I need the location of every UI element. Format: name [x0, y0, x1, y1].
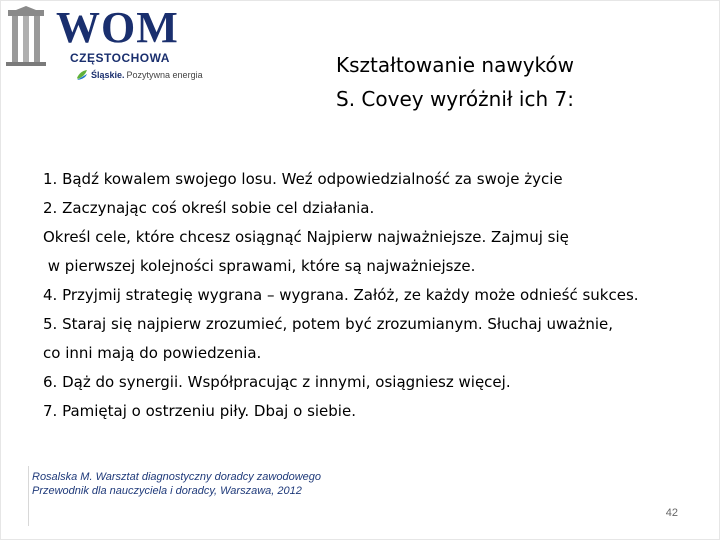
logo-tagline-text: Pozytywna energia	[126, 70, 203, 80]
list-item: w pierwszej kolejności sprawami, które są najważniejsze.	[43, 257, 476, 275]
citation-line-1: Rosalska M. Warsztat diagnostyczny doradcy zawodowego	[32, 471, 321, 483]
list-item: 1. Bądź kowalem swojego losu. Weź odpowiedzialność za swoje życie	[43, 170, 563, 188]
tower-icon	[2, 6, 50, 68]
slaskie-leaf-icon	[76, 69, 88, 81]
citation	[32, 470, 321, 498]
list-item: 7. Pamiętaj o ostrzeniu piły. Dbaj o siebie.	[43, 402, 356, 420]
slide-title	[290, 48, 620, 116]
list-item: Określ cele, które chcesz osiągnąć Najpierw najważniejsze. Zajmuj się	[43, 228, 569, 246]
list-item: co inni mają do powiedzenia.	[43, 344, 262, 362]
logo-city: CZĘSTOCHOWA	[70, 51, 170, 65]
logo	[2, 4, 202, 84]
page-number: 42	[665, 507, 678, 519]
list-item: 2. Zaczynając coś określ sobie cel działania.	[43, 199, 375, 217]
list-item: 5. Staraj się najpierw zrozumieć, potem być zrozumianym. Słuchaj uważnie,	[43, 315, 614, 333]
slide-title-line-1: Kształtowanie nawyków	[336, 53, 574, 77]
slide-title-line-2: S. Covey wyróżnił ich 7:	[336, 87, 574, 111]
logo-wordmark: WOM	[56, 3, 179, 52]
habits-list	[43, 165, 703, 426]
list-item: 4. Przyjmij strategię wygrana – wygrana. Załóż, ze każdy może odnieść sukces.	[43, 286, 639, 304]
logo-tagline	[76, 68, 203, 82]
list-item: 6. Dąż do synergii. Współpracując z innymi, osiągniesz więcej.	[43, 373, 511, 391]
citation-line-2: Przewodnik dla nauczyciela i doradcy, Warszawa, 2012	[32, 485, 302, 497]
logo-brand: Śląskie.	[91, 70, 125, 80]
footer-divider	[28, 466, 29, 526]
